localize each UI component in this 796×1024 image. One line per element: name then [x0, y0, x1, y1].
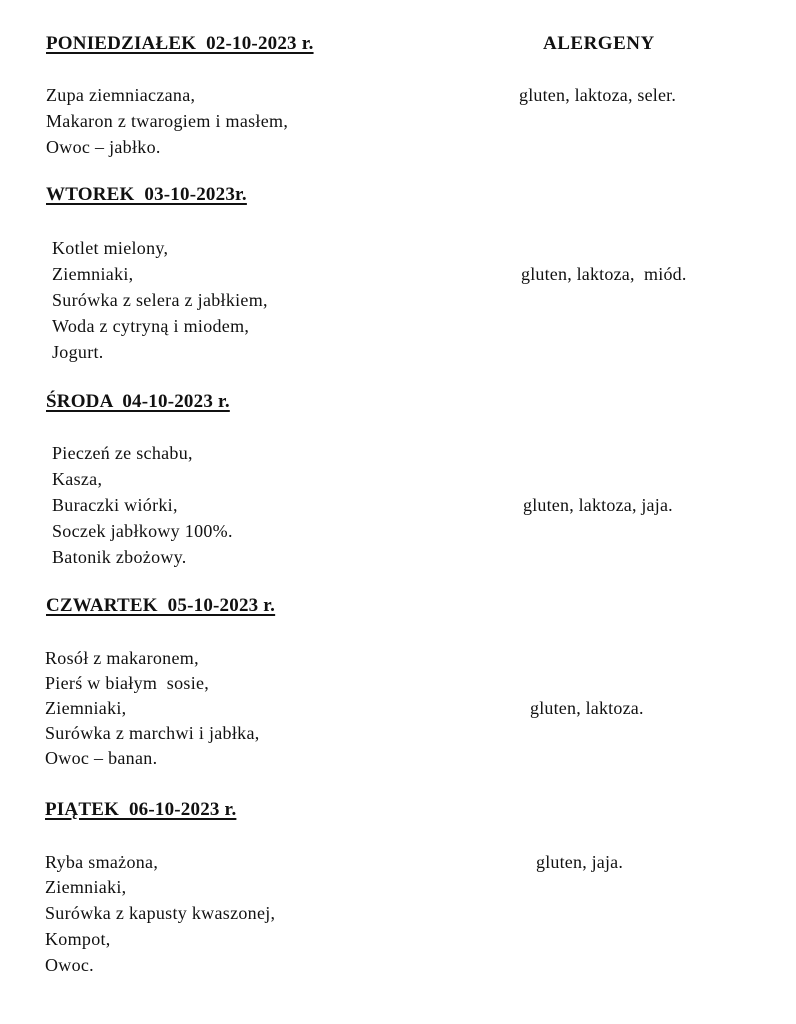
menu-item: Kotlet mielony,: [52, 238, 169, 258]
menu-item: Buraczki wiórki,: [52, 495, 178, 515]
menu-item: Owoc – jabłko.: [46, 137, 161, 157]
menu-item: Owoc – banan.: [45, 748, 158, 768]
menu-item: Rosół z makaronem,: [45, 648, 199, 668]
day-heading-monday: PONIEDZIAŁEK 02-10-2023 r.: [46, 33, 314, 54]
menu-item: Ziemniaki,: [52, 264, 134, 284]
menu-item: Owoc.: [45, 955, 94, 975]
menu-item: Ziemniaki,: [45, 698, 127, 718]
day-heading-tuesday: WTOREK 03-10-2023r.: [46, 184, 247, 205]
menu-item: Kompot,: [45, 929, 111, 949]
allergens-column-title: ALERGENY: [543, 33, 655, 54]
allergens-wednesday: gluten, laktoza, jaja.: [523, 495, 673, 515]
menu-item: Batonik zbożowy.: [52, 547, 187, 567]
menu-item: Ziemniaki,: [45, 877, 127, 897]
menu-item: Kasza,: [52, 469, 103, 489]
allergens-thursday: gluten, laktoza.: [530, 698, 644, 718]
allergens-monday: gluten, laktoza, seler.: [519, 85, 677, 105]
menu-item: Ryba smażona,: [45, 852, 159, 872]
day-heading-wednesday: ŚRODA 04-10-2023 r.: [46, 391, 230, 412]
menu-item: Surówka z marchwi i jabłka,: [45, 723, 260, 743]
allergens-tuesday: gluten, laktoza, miód.: [521, 264, 687, 284]
menu-item: Pieczeń ze schabu,: [52, 443, 193, 463]
day-heading-friday: PIĄTEK 06-10-2023 r.: [45, 799, 237, 820]
menu-item: Zupa ziemniaczana,: [46, 85, 196, 105]
menu-item: Pierś w białym sosie,: [45, 673, 210, 693]
menu-item: Jogurt.: [52, 342, 104, 362]
menu-item: Surówka z selera z jabłkiem,: [52, 290, 268, 310]
menu-item: Soczek jabłkowy 100%.: [52, 521, 233, 541]
menu-item: Makaron z twarogiem i masłem,: [46, 111, 289, 131]
menu-item: Surówka z kapusty kwaszonej,: [45, 903, 276, 923]
day-heading-thursday: CZWARTEK 05-10-2023 r.: [46, 595, 276, 616]
menu-item: Woda z cytryną i miodem,: [52, 316, 250, 336]
allergens-friday: gluten, jaja.: [536, 852, 624, 872]
